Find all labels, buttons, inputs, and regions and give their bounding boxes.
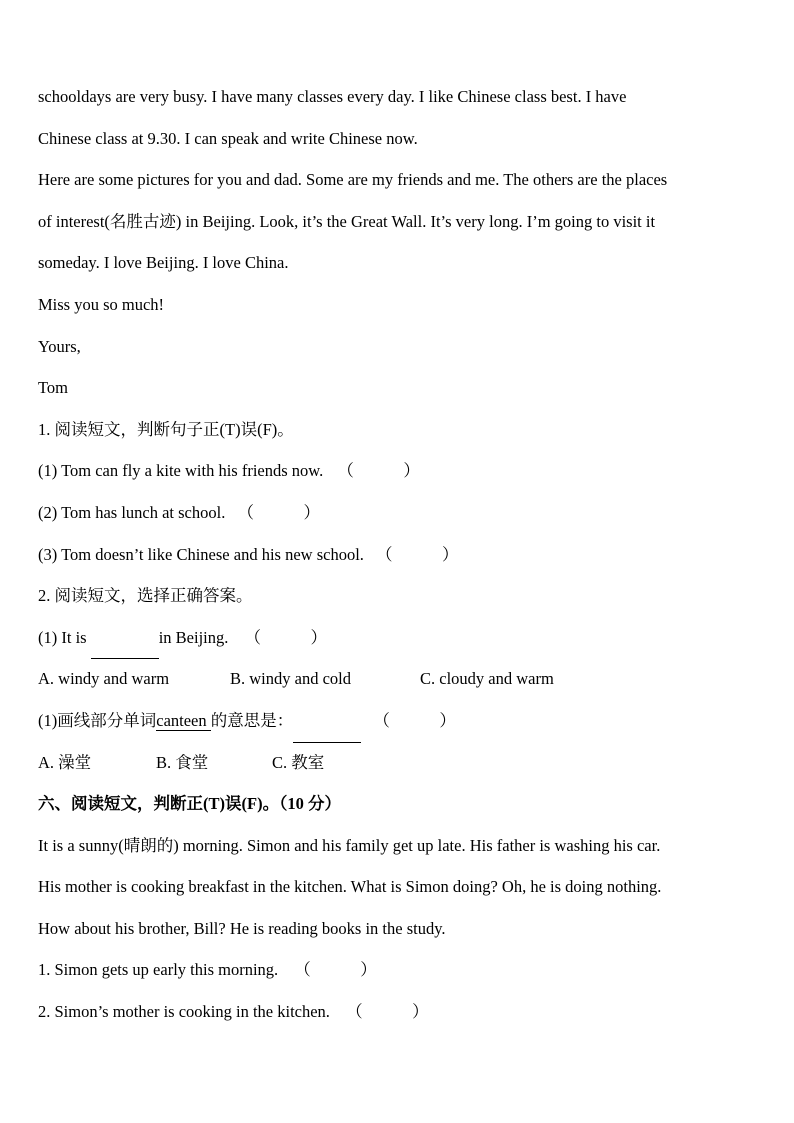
question-text: (2) Tom has lunch at school.: [38, 502, 226, 522]
letter-line-3: Here are some pictures for you and dad. Some are my friends and me. The others are the places: [38, 170, 668, 190]
letter-line-5: someday. I love Beijing. I love China.: [38, 253, 289, 273]
question-text: 2. Simon’s mother is cooking in the kitchen.: [38, 1002, 330, 1022]
answer-paren[interactable]: （ ）: [294, 960, 377, 980]
letter-line-6: Miss you so much!: [38, 294, 165, 314]
letter-signature: Tom: [38, 378, 69, 398]
answer-paren[interactable]: （ ）: [346, 1002, 429, 1022]
part1-heading: 1. 阅读短文，判断句子正(T)误(F)。: [38, 419, 294, 439]
section6-question-2: [38, 991, 758, 1033]
letter-line-1: schooldays are very busy. I have many classes every day. I like Chinese class best. I have: [38, 87, 627, 106]
part1-question-3: [38, 534, 758, 576]
question-text: 1. Simon gets up early this morning.: [38, 960, 279, 980]
answer-paren[interactable]: （ ）: [244, 627, 327, 647]
part2-question-2: [38, 700, 758, 742]
question-prefix: (1)画线部分单词: [38, 710, 157, 730]
part2-question-2-options: [38, 742, 758, 784]
option-c[interactable]: C. 教室: [272, 752, 325, 772]
question-prefix: (1) It is: [38, 627, 91, 647]
answer-paren[interactable]: （ ）: [373, 710, 456, 730]
option-c[interactable]: C. cloudy and warm: [420, 669, 554, 689]
answer-paren[interactable]: （ ）: [376, 544, 459, 564]
section6-passage-line-3: How about his brother, Bill? He is reading books in the study.: [38, 918, 446, 938]
option-b[interactable]: B. windy and cold: [230, 669, 351, 689]
part2-heading: 2. 阅读短文，选择正确答案。: [38, 586, 253, 606]
option-a[interactable]: A. windy and warm: [38, 669, 170, 689]
section6-heading: 六、阅读短文，判断正(T)误(F)。（10 分）: [38, 794, 341, 814]
answer-paren[interactable]: （ ）: [237, 502, 320, 522]
document-page: [38, 76, 758, 1033]
answer-blank[interactable]: [293, 700, 361, 743]
answer-blank[interactable]: [91, 617, 159, 660]
question-suffix: in Beijing.: [158, 627, 229, 647]
underlined-word: canteen: [156, 710, 211, 730]
option-a[interactable]: A. 澡堂: [38, 752, 92, 772]
question-text: (1) Tom can fly a kite with his friends now.: [38, 461, 324, 481]
section6-question-1: [38, 949, 758, 991]
part2-question-1-options: [38, 658, 758, 700]
letter-line-2: Chinese class at 9.30. I can speak and write Chinese now.: [38, 128, 418, 148]
section6-passage-line-2: His mother is cooking breakfast in the kitchen. What is Simon doing? Oh, he is doing nothing.: [38, 877, 662, 897]
part2-question-1: [38, 617, 758, 659]
part1-question-2: [38, 492, 758, 534]
letter-line-4: of interest(名胜古迹) in Beijing. Look, it’s the Great Wall. It’s very long. I’m going to visit it: [38, 211, 656, 231]
question-suffix: 的意思是：: [210, 710, 294, 730]
letter-closing: Yours,: [38, 336, 81, 356]
answer-paren[interactable]: （ ）: [337, 461, 420, 481]
option-b[interactable]: B. 食堂: [156, 752, 209, 772]
question-text: (3) Tom doesn’t like Chinese and his new school.: [38, 544, 364, 564]
section6-passage-line-1: It is a sunny(晴朗的) morning. Simon and his family get up late. His father is washing his car.: [38, 835, 661, 855]
part1-question-1: [38, 450, 758, 492]
